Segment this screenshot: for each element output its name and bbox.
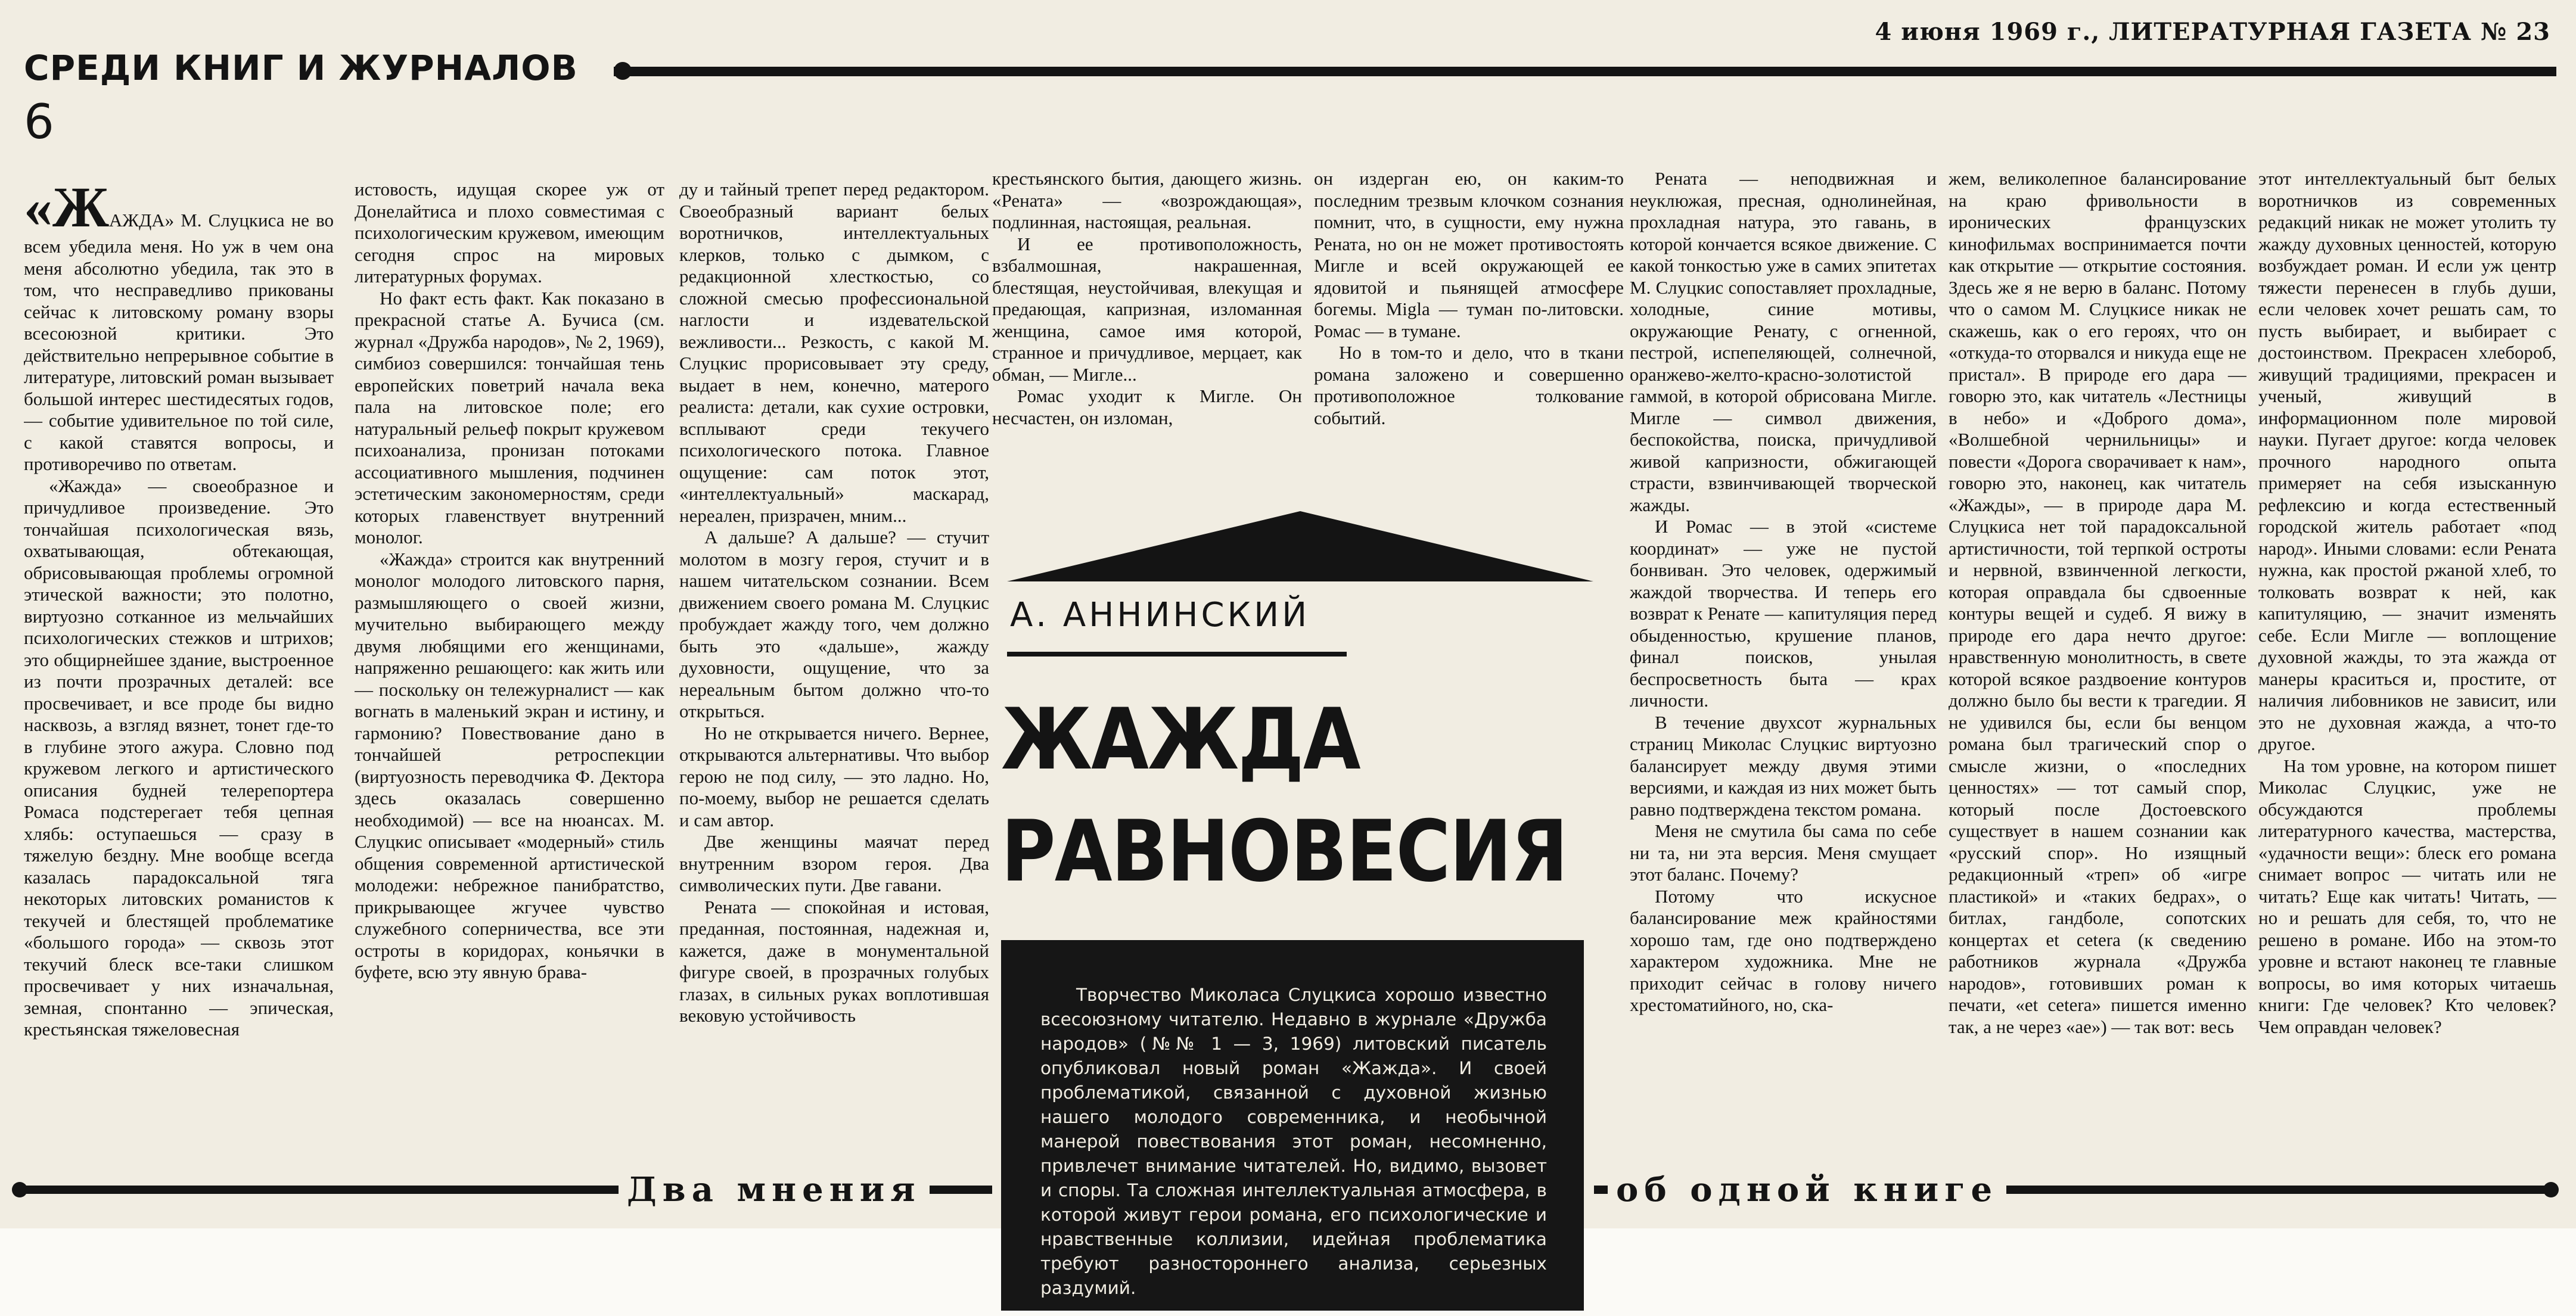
article-column-6 xyxy=(1630,168,1937,1157)
article-column-5 xyxy=(1314,168,1624,478)
author-byline: А. АННИНСКИЙ xyxy=(1010,596,1310,634)
masthead-date-line: 4 июня 1969 г., ЛИТЕРАТУРНАЯ ГАЗЕТА № 23 xyxy=(1875,18,2550,46)
paragraph: Две женщины маячат перед внутренним взором героя. Два символических пути. Две гавани. xyxy=(679,831,989,895)
header-rule-dot xyxy=(614,62,632,80)
paragraph: А дальше? А дальше? — стучит молотом в мозгу героя, стучит и в нашем читательском сознании. Всем движением своего романа М. Слуцкис пробуждает жажду того, чем должно быть это «дальше», жажду духовности, ощущение, что за нереальным бытом должно что-то открыться. xyxy=(679,527,989,721)
article-column-3 xyxy=(679,179,989,1156)
paragraph: жем, великолепное балансирование на краю фривольности в иронических французских кинофильмах воспринимается почти как открытие — открытие состояния. Здесь же я не верю в баланс. Потому что о самом М. Слуцкисе никак не скажешь, как о его героях, что он «откуда-то оторвался и никуда еще не пристал». В природе его дара — говорю это, как читатель «Лестницы в небо» и «Доброго дома», «Волшебной чернильницы» и повести «Дорога сворачивает к нам», говорю это, наконец, как читатель «Жажды», — в природе дара М. Слуцкиса нет той парадоксальной артистичности, той терпкой остроты и нервной, взвинченной легкости, которая оправдала бы сдвоенные контуры вещей и судеб. Я вижу в природе его дара нечто другое: нравственную монолитность, в свете которой всякое раздвоение контуров должно было бы вести к трагедии. Я не удивился бы, если бы венцом романа был трагический спор о смысле жизни, о «последних ценностях» — тот самый спор, который после Достоевского существует в нашем сознании как «русский спор». Но изящный редакционный «треп» об «игре пластикой» и «таких бедрах», о битлах, гандболе, сопотских концертах et cetera (к сведению работников журнала «Дружба народов», готовивших роман к печати, «et cetera» пишется именно так, а не через «ae») — так вот: весь xyxy=(1949,168,2246,1037)
headline-line-2: РАВНОВЕСИЯ xyxy=(1001,802,1567,901)
paragraph: Рената — спокойная и истовая, преданная, постоянная, надежная и, кажется, даже в монументальной фигуре своей, в прозрачных голубых глазах, в сильных руках воплотившая вековую устойчивость xyxy=(679,896,989,1026)
paragraph: И ее противоположность, взбалмошная, накрашенная, блестящая, неустойчивая, влекущая и предающая, капризная, изломанная женщина, самое имя которой, странное и причудливое, мерцает, как обман, — Мигле... xyxy=(992,233,1302,385)
lead-box xyxy=(1001,940,1584,1311)
header-rule xyxy=(614,67,2556,76)
paragraph: Потому что искусное балансирование меж крайностями хорошо там, где оно подтверждено характером художника. Мне не приходит сейчас в голову ничего хрестоматийного, но, ска- xyxy=(1630,885,1937,1015)
paragraph: И Ромас — в этой «системе координат» — уже не пустой бонвиван. Это человек, одержимый жаждой творчества. И теперь его возврат к Ренате — капитуляция перед обыденностью, крушение планов, финал поисков, унылая беспросветность быта — крах личности. xyxy=(1630,516,1937,711)
paragraph: Но не открывается ничего. Вернее, открываются альтернативы. Что выбор герою не под силу, — это ладно. Но, по-моему, выбор не решается сделать и сам автор. xyxy=(679,722,989,830)
article-headline xyxy=(1001,684,1567,908)
drop-cap: «Ж xyxy=(24,179,109,239)
article-column-1 xyxy=(24,179,334,1156)
paragraph: истовость, идущая скорее уж от Донелайтиса и плохо совместимая с психологическим кружевом, имеющим сегодня спрос на мировых литературных форумах. xyxy=(355,179,664,287)
footer-rule-dot-left xyxy=(12,1182,27,1197)
paragraph: этот интеллектуальный быт белых воротничков из современных редакций никак не может утолить ту жажду духовных ценностей, которую возбуждает роман. И если уж центр тяжести перенесен в глубь души, если человек хочет решать сам, то пусть выбирает, и выбирает с достоинством. Прекрасен хлебороб, живущий традициями, прекрасен и ученый, живущий в информационном поле мировой науки. Пугает другое: когда человек прочного народного опыта примеряет на себя изысканную рефлексию и когда естественный городской житель работает «под народ». Иными словами: если Рената нужна, как простой ржаной хлеб, то толковать возврат к ней, как капитуляцию, — значит изменять себе. Если Мигле — воплощение духовной жажды, то эта жажда от манеры краситься и, простите, от наличия либовников не зависит, или это не духовная жажда, а что-то другое. xyxy=(2258,168,2556,754)
series-caption-right: об одной книге xyxy=(1608,1170,2006,1209)
paragraph: В течение двухсот журнальных страниц Миколас Слуцкис виртуозно балансирует между двумя этими версиями, и каждая из них может быть равно подтверждена текстом романа. xyxy=(1630,711,1937,820)
paragraph: Рената — неподвижная и неуклюжая, пресная, однолинейная, прохладная натура, это гавань, в которой кончается всякое движение. С какой тонкостью уже в самих эпитетах М. Слуцкис сопоставляет прохладные, холодные, синие мотивы, окружающие Ренату, с огненной, пестрой, испепеляющей, солнечной, оранжево-желто-красно-золотистой гаммой, в которой обрисована Мигле. Мигле — символ движения, беспокойства, поиска, причудливой живой капризности, обжигающей страсти, взвинчивающей творческой жажды. xyxy=(1630,168,1937,515)
paragraph: Меня не смутила бы сама по себе ни та, ни эта версия. Меня смущает этот баланс. Почему? xyxy=(1630,820,1937,885)
footer-rule-dot-right xyxy=(2543,1182,2559,1197)
headline-line-1: ЖАЖДА xyxy=(1001,690,1360,789)
page-number: 6 xyxy=(24,94,54,150)
paragraph: он издерган ею, он каким-то последним трезвым клочком сознания помнит, что, в сущности, ему нужна Рената, но он не может противостоять Мигле и всей окружающей ее ядовитой и пьянящей атмосфере богемы. Migla — туман по-литовски. Ромас — в тумане. xyxy=(1314,168,1624,341)
article-column-4 xyxy=(992,168,1302,478)
section-rubric: СРЕДИ КНИГ И ЖУРНАЛОВ xyxy=(24,48,578,88)
paragraph-text: АЖДА» М. Слуцкиса не во всем убедила меня. Но уж в чем она меня абсолютно убедила, так это в том, что несправедливо прикованы сейчас к литовскому роману взоры всесоюзной критики. Это действительно непрерывное событие в литературе, литовский роман вызывает большой интерес шестидесятых годов, — событие удивительное по той силе, с какой ставятся вопросы, и противоречиво по ответам. xyxy=(24,210,334,474)
paragraph: Но факт есть факт. Как показано в прекрасной статье А. Бучиса (см. журнал «Дружба народов», № 2, 1969), симбиоз совершился: тончайшая тень европейских поветрий начала века пала на литовское поле; его натуральный рельеф покрыт кружевом психоанализа, пронизан потоками ассоциативного мышления, подчинен эстетическим закономерностям, среди которых главенствует внутренний монолог. xyxy=(355,287,664,547)
paragraph: крестьянского бытия, дающего жизнь. «Рената» — «возрождающая», подлинная, настоящая, реальная. xyxy=(992,168,1302,232)
byline-rule xyxy=(1007,652,1347,657)
paragraph: Но в том-то и дело, что в ткани романа заложено и совершенно противоположное толкование событий. xyxy=(1314,342,1624,428)
article-column-8 xyxy=(2258,168,2556,1157)
paragraph: ду и тайный трепет перед редактором. Своеобразный вариант белых воротничков, интеллектуальных клерков, только с дымком, с редакционной хлесткостью, со сложной смесью профессиональной наглости и издевательской вежливости... Резкость, с какой М. Слуцкис прорисовывает эту среду, выдает в нем, конечно, матерого реалиста: детали, как сухие островки, всплывают среди текучего психологического потока. Главное ощущение: сам поток этот, «интеллектуальный» маскарад, нереален, призрачен, мним... xyxy=(679,179,989,526)
decorative-triangle xyxy=(1007,511,1593,581)
paragraph: «Жажда» строится как внутренний монолог молодого литовского парня, размышляющего о своей жизни, мучительно выбирающего между двумя любящими его женщинами, напряженно решающего: как жить или — поскольку он тележурналист — как вогнать в маленький экран и истину, и гармонию? Повествование дано в тончайшей ретроспекции (виртуозность переводчика Ф. Дектора здесь оказалась совершенно необходимой) — все на нюансах. М. Слуцкис описывает «модерный» стиль общения современной артистической молодежи: небрежное панибратство, прикрывающее жгучее чувство служебного соперничества, все эти остроты в коридорах, коньячки в буфете, всю эту явную брава- xyxy=(355,548,664,982)
paragraph: «Жажда» — своеобразное и причудливое произведение. Это тончайшая психологическая вязь, охватывающая, обтекающая, обрисовывающая проблемы огромной этической важности; это полотно, виртуозно сотканное из мельчайших психологических стежков и штрихов; это общирнейшее здание, выстроенное из почти прозрачных деталей: все просвечивает, и все проде бы видно насквозь, а взгляд вязнет, тонет где-то в глубине этого ажура. Словно под кружевом легкого и артистического описания будней телерепортера Ромаса подстерегает тебя цепная хлябь: оступаешься — сразу в тяжелую бездну. Мне вообще всегда казалась парадоксальной тяга некоторых литовских романистов к текучей и блестящей проблематике «большого города» — сквозь этот текучий блеск все-таки слишком просвечивает у них изначальная, земная, спонтанно — эпическая, крестьянская тяжеловесная xyxy=(24,475,334,1040)
article-column-2 xyxy=(355,179,664,1156)
paragraph xyxy=(24,179,334,475)
series-caption-left: Два мнения xyxy=(619,1170,930,1209)
paragraph: Ромас уходит к Мигле. Он несчастен, он изломан, xyxy=(992,385,1302,428)
lead-text: Творчество Миколаса Слуцкиса хорошо известно всесоюзному читателю. Недавно в журнале «Дружба народов» (№№ 1 — 3, 1969) литовский писатель опубликовал новый роман «Жажда». И своей проблематикой, связанной с духовной жизнью нашего молодого современника, и необычной манерой повествования этот роман, несомненно, привлечет внимание читателей. Но, видимо, вызовет и споры. Та сложная интеллектуальная атмосфера, в которой живут герои романа, его психологические и нравственные коллизии, идейная проблематика требуют разностороннего анализа, серьезных раздумий. xyxy=(1040,985,1547,1298)
article-column-7 xyxy=(1949,168,2246,1157)
paragraph: На том уровне, на котором пишет Миколас Слуцкис, уже не обсуждаются проблемы литературного качества, мастерства, «удачности вещи»: блеск его романа снимает вопрос — читать или не читать? Еще как читать! Читать, — но и решать для себя, то, что не решено в романе. Ибо на этом-то уровне и встают наконец те главные вопросы, во имя которых читаешь книги: Где человек? Кто человек? Чем оправдан человек? xyxy=(2258,755,2556,1037)
